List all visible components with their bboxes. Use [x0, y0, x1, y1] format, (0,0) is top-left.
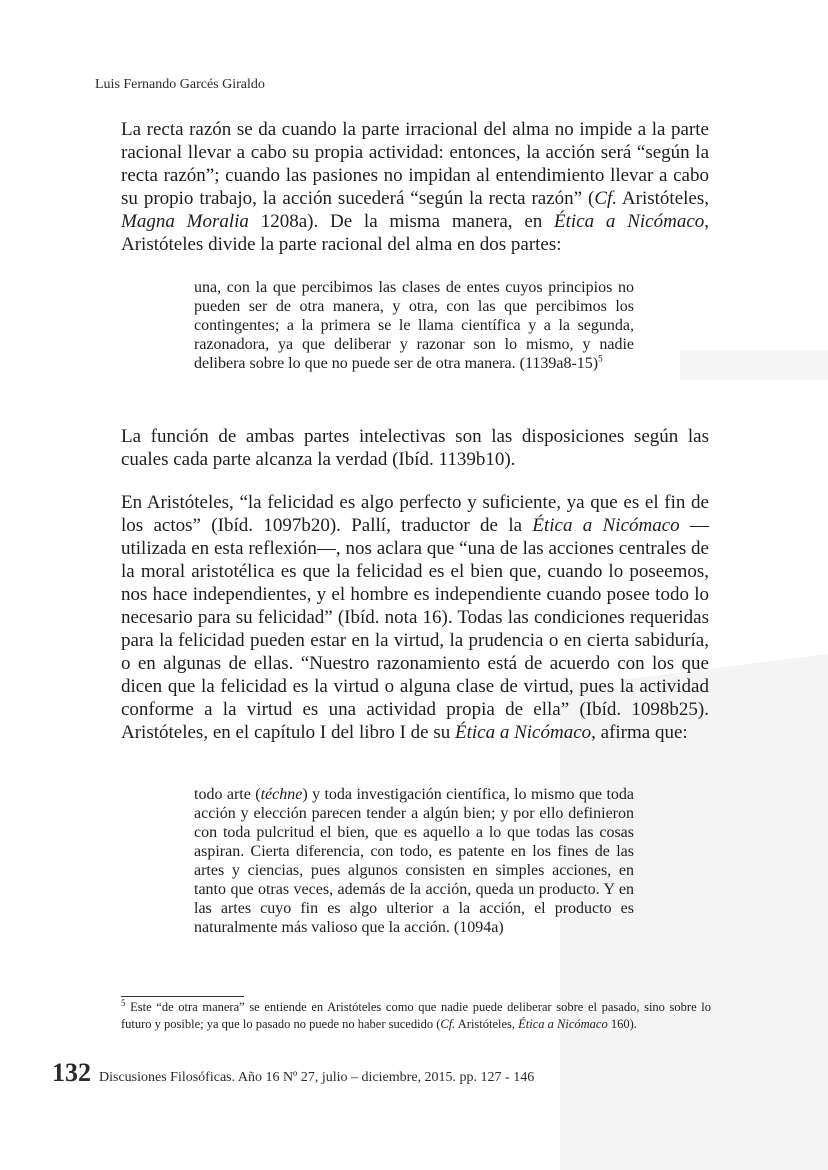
page-footer [52, 1058, 534, 1088]
watermark-glyph [560, 350, 828, 1170]
running-header: Luis Fernando Garcés Giraldo [95, 77, 265, 92]
footnote-5: $^5$ Este “de otra manera” se entiende en Aristóteles como que nadie puede deliberar sobre el pasado, sino sobre lo futuro y posible; ya que lo pasado no puede no haber sucedido (Cf. Aristóteles, Ética a Nicómaco 160). [121, 997, 711, 1031]
paragraph-recta-razon: La recta razón se da cuando la parte irracional del alma no impide a la parte racional llevar a cabo su propia actividad: entonces, la acción será “según la recta razón”; cuando las pasiones no impidan al entendimiento llevar a cabo su propio trabajo, la acción sucederá “según la recta razón” (Cf. Aristóteles, Magna Moralia 1208a). De la misma manera, en Ética a Nicómaco, Aristóteles divide la parte racional del alma en dos partes: [121, 119, 710, 255]
block-quote-2: todo arte (téchne) y toda investigación científica, lo mismo que toda acción y elección parecen tender a algún bien; y por ello definieron con toda pulcritud el bien, que es aquello a lo que todas las cosas aspiran. Cierta diferencia, con todo, es patente en los fines de las artes y ciencias, pues algunos consisten en simples acciones, en tanto que otras veces, además de la acción, queda un producto. Y en las artes cuyo fin es algo ulterior a la acción, el producto es naturalmente más valioso que la acción. (1094a) [194, 786, 634, 936]
paragraph-felicidad: En Aristóteles, “la felicidad es algo perfecto y suficiente, ya que es el fin de los actos” (Ibíd. 1097b20). Pallí, traductor de la Ética a Nicómaco —utilizada en esta reflexión—, nos aclara que “una de las acciones centrales de la moral aristotélica es que la felicidad es el bien que, cuando lo poseemos, nos hace independientes, y el hombre es independiente cuando posee todo lo necesario para su felicidad” (Ibíd. nota 16). Todas las condiciones requeridas para la felicidad pueden estar en la virtud, la prudencia o en cierta sabiduría, o en algunas de ellas. “Nuestro razonamiento está de acuerdo con los que dicen que la felicidad es la virtud o alguna clase de virtud, pues la actividad conforme a la virtud es una actividad propia de ella” (Ibíd. 1098b25). Aristóteles, en el capítulo I del libro I de su Ética a Nicómaco, afirma que: [121, 492, 710, 743]
paragraph-funcion: La función de ambas partes intelectivas son las disposiciones según las cuales cada parte alcanza la verdad (Ibíd. 1139b10). [121, 426, 709, 470]
page-number: 132 [52, 1058, 91, 1087]
footnote-ref: 5 [598, 353, 603, 364]
journal-citation: Discusiones Filosóficas. Año 16 Nº 27, julio – diciembre, 2015. pp. 127 - 146 [99, 1070, 535, 1085]
footnote-divider [121, 996, 244, 997]
block-quote-1: una, con la que percibimos las clases de entes cuyos principios no pueden ser de otra manera, y otra, con las que percibimos los contingentes; a la primera se le llama científica y a la segunda, razonadora, ya que deliberar y razonar son lo mismo, y nadie delibera sobre lo que no puede ser de otra manera. $(1139a8-15)^5$ [194, 279, 634, 372]
